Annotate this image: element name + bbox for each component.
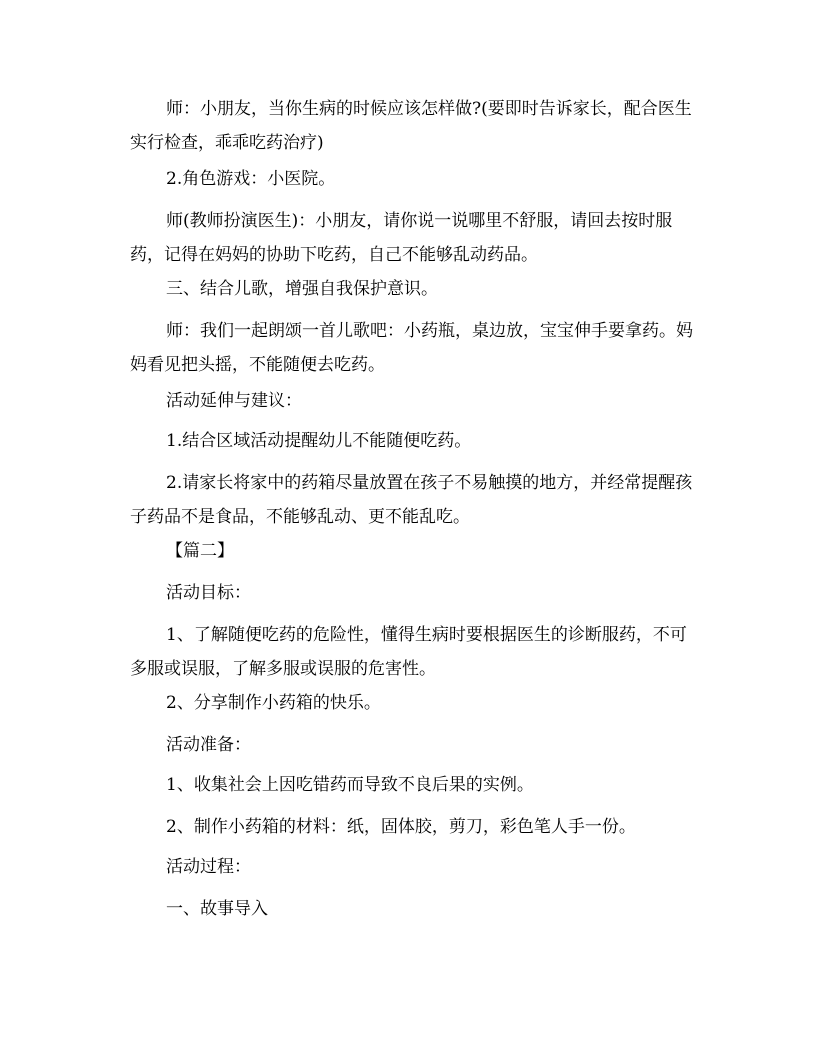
paragraph-teacher-doctor: 师(教师扮演医生)：小朋友，请你说一说哪里不舒服，请回去按时服药，记得在妈妈的协助下吃药，自己不能够乱动药品。 (130, 211, 673, 265)
paragraph-process-heading: 活动过程： (166, 857, 251, 877)
paragraph-section-three: 三、结合儿歌，增强自我保护意识。 (166, 279, 438, 299)
section-heading-part-two: 【篇二】 (166, 541, 234, 561)
paragraph-role-play: 2.角色游戏：小医院。 (166, 169, 336, 189)
paragraph-goal-2: 2、分享制作小药箱的快乐。 (166, 693, 381, 713)
paragraph-extension-heading: 活动延伸与建议： (166, 391, 302, 411)
paragraph-story-intro: 一、故事导入 (166, 899, 268, 919)
paragraph-goal-1: 1、了解随便吃药的危险性，懂得生病时要根据医生的诊断服药，不可多服或误服，了解多服或误服的危害性。 (130, 625, 687, 679)
paragraph-extension-2: 2.请家长将家中的药箱尽量放置在孩子不易触摸的地方，并经常提醒孩子药品不是食品，不能够乱动、更不能乱吃。 (130, 473, 693, 527)
paragraph-extension-1: 1.结合区域活动提醒幼儿不能随便吃药。 (166, 431, 472, 451)
paragraph-preparation-1: 1、收集社会上因吃错药而导致不良后果的实例。 (166, 775, 534, 795)
paragraph-preparation-heading: 活动准备： (166, 735, 251, 755)
paragraph-goals-heading: 活动目标： (166, 583, 251, 603)
paragraph-preparation-2: 2、制作小药箱的材料：纸，固体胶，剪刀，彩色笔人手一份。 (166, 817, 636, 837)
paragraph-teacher-question: 师：小朋友，当你生病的时候应该怎样做?(要即时告诉家长，配合医生实行检查，乖乖吃药治疗) (130, 99, 692, 153)
paragraph-nursery-rhyme: 师：我们一起朗颂一首儿歌吧：小药瓶，桌边放，宝宝伸手要拿药。妈妈看见把头摇，不能随便去吃药。 (130, 321, 693, 375)
